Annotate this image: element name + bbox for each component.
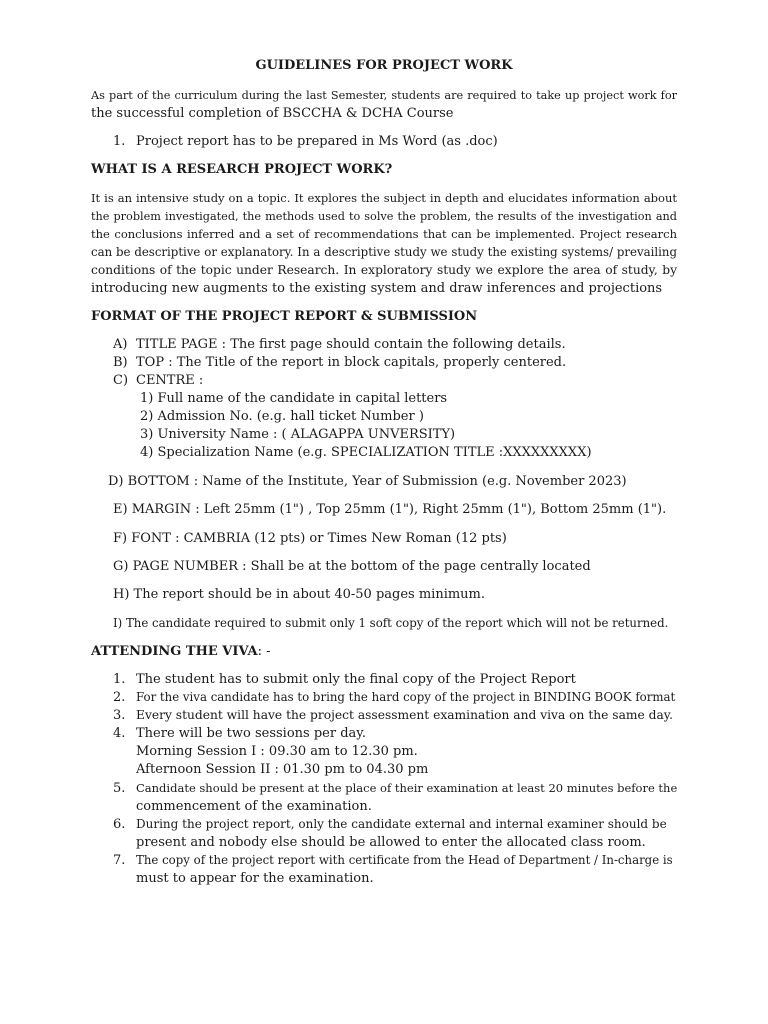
- viva-item-6-number: 6.: [113, 817, 126, 832]
- viva-item-1-number: 1.: [113, 672, 126, 687]
- research-line-4: can be descriptive or explanatory. In a descriptive study we study the existing systems/ prevailing: [91, 245, 677, 259]
- format-i: I) The candidate required to submit only 1 soft copy of the report which will not be returned.: [113, 616, 669, 630]
- viva-item-7-line-1: The copy of the project report with certificate from the Head of Department / In-charge is: [136, 853, 673, 867]
- format-h: H) The report should be in about 40-50 pages minimum.: [113, 587, 486, 602]
- viva-item-6-line-2: present and nobody else should be allowed to enter the allocated class room.: [136, 835, 646, 850]
- viva-item-1-text: The student has to submit only the final copy of the Project Report: [136, 672, 576, 687]
- viva-item-4-line-1: There will be two sessions per day.: [136, 726, 367, 741]
- format-g: G) PAGE NUMBER : Shall be at the bottom of the page centrally located: [113, 559, 591, 574]
- format-b-text: TOP : The Title of the report in block capitals, properly centered.: [136, 355, 567, 370]
- format-a-text: TITLE PAGE : The first page should contain the following details.: [136, 337, 566, 352]
- research-line-1: It is an intensive study on a topic. It explores the subject in depth and elucidates information about: [91, 191, 677, 205]
- centre-item-4: 4) Specialization Name (e.g. SPECIALIZATION TITLE :XXXXXXXXX): [140, 445, 592, 460]
- centre-item-3: 3) University Name : ( ALAGAPPA UNVERSITY): [140, 427, 456, 442]
- viva-item-3-number: 3.: [113, 708, 126, 723]
- viva-item-7-line-2: must to appear for the examination.: [136, 871, 374, 886]
- viva-item-5-line-2: commencement of the examination.: [136, 799, 372, 814]
- intro-line-2: the successful completion of BSCCHA & DCHA Course: [91, 106, 454, 121]
- viva-heading: ATTENDING THE VIVA: [91, 644, 258, 659]
- format-d: D) BOTTOM : Name of the Institute, Year of Submission (e.g. November 2023): [108, 474, 627, 489]
- viva-item-3-text: Every student will have the project assessment examination and viva on the same day.: [136, 708, 673, 722]
- viva-item-4-line-3: Afternoon Session II : 01.30 pm to 04.30 pm: [136, 762, 429, 777]
- research-line-3: the conclusions inferred and a set of recommendations that can be implemented. Project research: [91, 227, 677, 241]
- viva-item-7-number: 7.: [113, 853, 126, 868]
- page-title: GUIDELINES FOR PROJECT WORK: [255, 58, 513, 73]
- viva-heading-suffix: : -: [257, 644, 271, 659]
- viva-item-2-number: 2.: [113, 690, 126, 705]
- research-line-6: introducing new augments to the existing system and draw inferences and projections: [91, 281, 663, 296]
- viva-item-6-line-1: During the project report, only the candidate external and internal examiner should be: [136, 817, 667, 831]
- format-c-label: C): [113, 373, 129, 388]
- intro-line-1: As part of the curriculum during the last Semester, students are required to take up project work for: [91, 89, 677, 102]
- research-line-5: conditions of the topic under Research. In exploratory study we explore the area of study, by: [91, 263, 677, 277]
- format-f: F) FONT : CAMBRIA (12 pts) or Times New Roman (12 pts): [113, 531, 507, 546]
- item-1-text: Project report has to be prepared in Ms Word (as .doc): [136, 134, 498, 149]
- viva-item-4-line-2: Morning Session I : 09.30 am to 12.30 pm.: [136, 744, 418, 759]
- centre-item-2: 2) Admission No. (e.g. hall ticket Number ): [140, 409, 424, 424]
- format-a-label: A): [113, 337, 128, 352]
- format-heading: FORMAT OF THE PROJECT REPORT & SUBMISSION: [91, 309, 478, 324]
- viva-item-5-line-1: Candidate should be present at the place of their examination at least 20 minutes before the: [136, 781, 678, 795]
- viva-item-4-number: 4.: [113, 726, 126, 741]
- research-line-2: the problem investigated, the methods used to solve the problem, the results of the investigation and: [91, 210, 677, 223]
- item-1-number: 1.: [113, 134, 126, 149]
- format-e: E) MARGIN : Left 25mm (1") , Top 25mm (1"), Right 25mm (1"), Bottom 25mm (1").: [113, 502, 667, 517]
- research-heading: WHAT IS A RESEARCH PROJECT WORK?: [91, 162, 393, 177]
- viva-item-5-number: 5.: [113, 781, 126, 796]
- format-b-label: B): [113, 355, 128, 370]
- viva-heading-row: [91, 643, 271, 660]
- centre-item-1: 1) Full name of the candidate in capital letters: [140, 391, 448, 406]
- viva-item-2-text: For the viva candidate has to bring the hard copy of the project in BINDING BOOK format: [136, 690, 676, 704]
- format-c-text: CENTRE :: [136, 373, 204, 388]
